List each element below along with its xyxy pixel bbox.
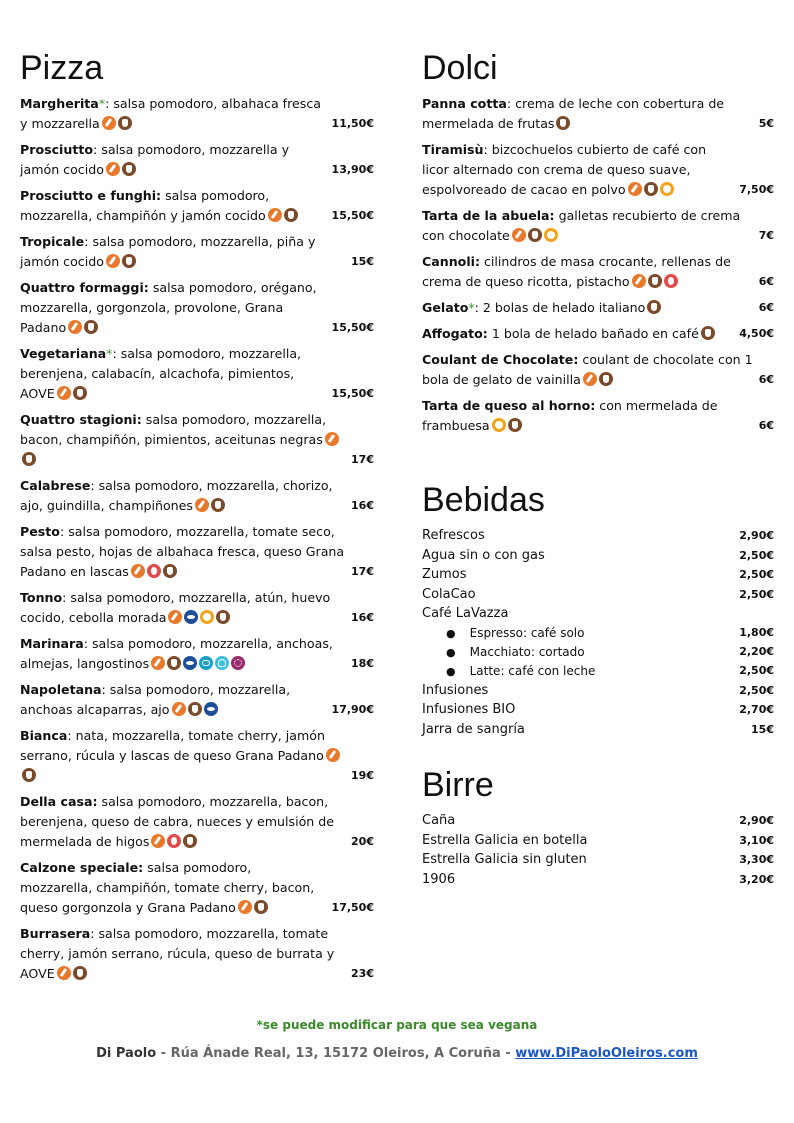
pizza-item [20, 186, 374, 226]
item-text [20, 410, 345, 470]
item-name: Gelato [422, 300, 469, 315]
dolci-item [422, 206, 774, 246]
item-price: 5€ [758, 117, 774, 130]
item-name: Napoletana [20, 682, 102, 697]
item-name: Coulant de Chocolate: [422, 352, 579, 367]
drink-label: ● Latte: café con leche [446, 662, 595, 681]
item-price: 17,90€ [331, 703, 374, 716]
pizza-item [20, 680, 374, 720]
item-text [20, 792, 345, 852]
item-description: salsa pomodoro, orégano, mozzarella, gorgonzola, provolone, Grana Padano [20, 280, 317, 335]
item-description: : nata, mozzarella, tomate cherry, jamón serrano, rúcula y lascas de queso Grana Padano [20, 728, 325, 763]
birre-row [422, 811, 774, 831]
vegan-asterisk: * [106, 346, 113, 361]
item-name: Tropicale [20, 234, 85, 249]
nuts-allergen-icon [147, 564, 161, 578]
gluten-allergen-icon [632, 274, 646, 288]
item-name: Panna cotta [422, 96, 507, 111]
egg-allergen-icon [660, 182, 674, 196]
item-description: : bizcochuelos cubierto de café con licor alternado con crema de queso suave, espolvoreado de cacao en polvo [422, 142, 707, 197]
bebidas-row [422, 643, 774, 662]
mollusc-allergen-icon [215, 656, 229, 670]
drink-label: ● Macchiato: cortado [446, 643, 585, 662]
pizza-item [20, 278, 374, 338]
item-text [422, 396, 753, 436]
gluten-allergen-icon [268, 208, 282, 222]
item-description: : salsa pomodoro, albahaca fresca y mozzarella [20, 96, 321, 131]
item-name: Vegetariana [20, 346, 107, 361]
bebidas-row [422, 720, 774, 740]
item-text [20, 94, 326, 134]
item-name: Burrasera [20, 926, 91, 941]
item-text [20, 726, 345, 786]
gluten-allergen-icon [168, 610, 182, 624]
item-text [20, 344, 326, 404]
dolci-list [422, 94, 774, 436]
gluten-allergen-icon [106, 162, 120, 176]
fish-allergen-icon [204, 702, 218, 716]
item-text [422, 140, 733, 200]
item-text [20, 522, 345, 582]
item-description: salsa pomodoro, mozzarella, champiñón y jamón cocido [20, 188, 270, 223]
lactose-allergen-icon [167, 656, 181, 670]
drink-price: 1,80€ [739, 625, 774, 639]
drink-price: 2,90€ [739, 529, 774, 542]
item-name: Margherita [20, 96, 99, 111]
item-name: Quattro formaggi: [20, 280, 149, 295]
item-description: : salsa pomodoro, mozzarella, anchoas, almejas, langostinos [20, 636, 333, 671]
pizza-item [20, 924, 374, 984]
pizza-heading: Pizza [20, 49, 104, 87]
item-price: 16€ [351, 499, 374, 512]
bebidas-list [422, 526, 774, 739]
item-price: 19€ [351, 769, 374, 782]
item-description: cilindros de masa crocante, rellenas de crema de queso ricotta, pistacho [422, 254, 731, 289]
item-text [20, 278, 326, 338]
bebidas-row [422, 662, 774, 681]
item-price: 7€ [758, 229, 774, 242]
item-description: salsa pomodoro, mozzarella, bacon, berenjena, queso de cabra, nueces y emulsión de mermelada de higos [20, 794, 334, 849]
gluten-allergen-icon [238, 900, 252, 914]
bebidas-row [422, 565, 774, 585]
gluten-allergen-icon [151, 656, 165, 670]
bebidas-row [422, 604, 774, 624]
gluten-allergen-icon [106, 254, 120, 268]
dolci-item [422, 324, 774, 344]
dolci-item [422, 396, 774, 436]
item-price: 6€ [758, 301, 774, 314]
gluten-allergen-icon [57, 966, 71, 980]
gluten-allergen-icon [131, 564, 145, 578]
item-text [422, 324, 715, 344]
birre-row [422, 850, 774, 870]
drink-label: Café LaVazza [422, 606, 509, 621]
item-description: : salsa pomodoro, mozzarella y jamón cocido [20, 142, 290, 177]
lactose-allergen-icon [73, 386, 87, 400]
pizza-item [20, 522, 374, 582]
drink-price: 2,20€ [739, 644, 774, 658]
pizza-item [20, 858, 374, 918]
item-name: Pesto [20, 524, 60, 539]
pizza-item [20, 232, 374, 272]
item-price: 17,50€ [331, 901, 374, 914]
pizza-item [20, 476, 374, 516]
drink-label: Jarra de sangría [422, 721, 525, 737]
item-price: 4,50€ [739, 327, 774, 340]
lactose-allergen-icon [556, 116, 570, 130]
item-price: 7,50€ [739, 183, 774, 196]
item-price: 6€ [758, 373, 774, 386]
item-price: 15,50€ [331, 209, 374, 222]
item-description: : salsa pomodoro, mozzarella, piña y jamón cocido [20, 234, 316, 269]
gluten-allergen-icon [102, 116, 116, 130]
drink-price: 2,50€ [739, 683, 774, 697]
lactose-allergen-icon [118, 116, 132, 130]
pizza-item [20, 588, 374, 628]
lactose-allergen-icon [528, 228, 542, 242]
lactose-allergen-icon [183, 834, 197, 848]
lactose-allergen-icon [122, 162, 136, 176]
item-text [422, 298, 661, 318]
drink-label: Infusiones [422, 682, 489, 698]
item-text [20, 858, 326, 918]
item-description: : salsa pomodoro, mozzarella, atún, huevo cocido, cebolla morada [20, 590, 331, 625]
item-name: Tarta de la abuela: [422, 208, 555, 223]
drink-label: Caña [422, 813, 456, 828]
item-text [20, 140, 326, 180]
vegan-asterisk: * [98, 96, 106, 111]
item-price: 13,90€ [331, 163, 374, 176]
item-name: Marinara [20, 636, 84, 651]
dolci-item [422, 350, 774, 390]
vegan-asterisk: * [468, 300, 475, 315]
egg-allergen-icon [200, 610, 214, 624]
drink-label: ● Espresso: café solo [446, 624, 584, 643]
item-description: : salsa pomodoro, mozzarella, berenjena, calabacín, alcachofa, pimientos, AOVE [20, 346, 302, 401]
birre-row [422, 831, 774, 851]
dolci-item [422, 140, 774, 200]
lactose-allergen-icon [648, 274, 662, 288]
website-link[interactable]: www.DiPaoloOleiros.com [515, 1046, 698, 1061]
drink-price: 2,50€ [739, 568, 774, 581]
item-description: : crema de leche con cobertura de mermelada de frutas [422, 96, 725, 131]
crust-allergen-icon [199, 656, 213, 670]
item-text [422, 252, 753, 292]
drink-price: 3,30€ [739, 853, 774, 866]
lactose-allergen-icon [644, 182, 658, 196]
drink-price: 15€ [751, 722, 774, 736]
item-description: : salsa pomodoro, mozzarella, anchoas alcaparras, ajo [20, 682, 291, 717]
right-column [422, 48, 774, 889]
lactose-allergen-icon [701, 326, 715, 340]
brand-name: Di Paolo [96, 1046, 157, 1061]
item-name: Quattro stagioni: [20, 412, 142, 427]
gluten-allergen-icon [628, 182, 642, 196]
item-description: : salsa pomodoro, mozzarella, tomate seco, salsa pesto, hojas de albahaca fresca, queso Grana Padano en lascas [20, 524, 345, 579]
item-text [422, 350, 753, 390]
item-text [20, 680, 326, 720]
drink-label: 1906 [422, 871, 456, 887]
drink-label: Agua sin o con gas [422, 547, 545, 563]
pizza-item [20, 792, 374, 852]
pizza-item [20, 94, 374, 134]
birre-row [422, 870, 774, 890]
gluten-allergen-icon [57, 386, 71, 400]
lactose-allergen-icon [508, 418, 522, 432]
drink-label: Refrescos [422, 528, 485, 543]
bebidas-row [422, 526, 774, 546]
item-description: salsa pomodoro, mozzarella, champiñón, tomate cherry, bacon, queso gorgonzola y Grana Padano [20, 860, 315, 915]
lactose-allergen-icon [22, 768, 36, 782]
item-price: 11,50€ [331, 117, 374, 130]
lactose-allergen-icon [188, 702, 202, 716]
lactose-allergen-icon [163, 564, 177, 578]
item-price: 17€ [351, 565, 374, 578]
fish-allergen-icon [183, 656, 197, 670]
item-text [20, 186, 326, 226]
lactose-allergen-icon [73, 966, 87, 980]
pizza-item [20, 140, 374, 180]
drink-label: Estrella Galicia sin gluten [422, 852, 587, 867]
drink-price: 2,50€ [739, 663, 774, 677]
drink-price: 2,70€ [739, 703, 774, 716]
item-price: 15,50€ [331, 387, 374, 400]
pizza-list [20, 94, 374, 984]
birre-list [422, 811, 774, 889]
item-text [20, 232, 345, 272]
lactose-allergen-icon [216, 610, 230, 624]
drink-price: 2,50€ [739, 587, 774, 601]
item-text [422, 206, 753, 246]
gluten-allergen-icon [195, 498, 209, 512]
item-price: 15,50€ [331, 321, 374, 334]
item-description: : salsa pomodoro, mozzarella, chorizo, ajo, guindilla, champiñones [20, 478, 333, 513]
lactose-allergen-icon [599, 372, 613, 386]
address-text: - Rúa Ánade Real, 13, 15172 Oleiros, A Coruña - [156, 1046, 516, 1061]
gluten-allergen-icon [68, 320, 82, 334]
lactose-allergen-icon [84, 320, 98, 334]
item-price: 15€ [351, 255, 374, 268]
item-name: Calabrese [20, 478, 91, 493]
item-description: salsa pomodoro, mozzarella, bacon, champiñón, pimientos, aceitunas negras [20, 412, 327, 447]
item-name: Tonno [20, 590, 63, 605]
drink-label: ColaCao [422, 586, 476, 602]
nuts-allergen-icon [664, 274, 678, 288]
pizza-item [20, 410, 374, 470]
drink-price: 3,20€ [739, 872, 774, 886]
bebidas-row [422, 546, 774, 566]
lactose-allergen-icon [647, 300, 661, 314]
item-price: 6€ [758, 419, 774, 432]
drink-label: Zumos [422, 567, 467, 582]
item-name: Bianca [20, 728, 68, 743]
item-text [20, 924, 345, 984]
item-description: coulant de chocolate con 1 bola de gelato de vainilla [422, 352, 753, 387]
pizza-item [20, 344, 374, 404]
item-text [20, 476, 345, 516]
nuts-allergen-icon [167, 834, 181, 848]
drink-price: 2,90€ [739, 814, 774, 827]
lactose-allergen-icon [254, 900, 268, 914]
item-text [422, 94, 753, 134]
gluten-allergen-icon [151, 834, 165, 848]
pizza-item [20, 634, 374, 674]
drink-price: 2,50€ [739, 548, 774, 562]
item-price: 17€ [351, 453, 374, 466]
sulph-allergen-icon [231, 656, 245, 670]
item-name: Tiramisù [422, 142, 484, 157]
drink-price: 3,10€ [739, 833, 774, 847]
item-description: : salsa pomodoro, mozzarella, tomate cherry, jamón serrano, rúcula, queso de burrata y AOVE [20, 926, 335, 981]
fish-allergen-icon [184, 610, 198, 624]
lactose-allergen-icon [22, 452, 36, 466]
egg-allergen-icon [544, 228, 558, 242]
item-price: 23€ [351, 967, 374, 980]
item-name: Cannoli: [422, 254, 480, 269]
dolci-item [422, 298, 774, 318]
bebidas-row [422, 624, 774, 643]
item-description: : 2 bolas de helado italiano [474, 300, 646, 315]
pizza-item [20, 726, 374, 786]
item-price: 18€ [351, 657, 374, 670]
bebidas-heading: Bebidas [422, 481, 545, 519]
drink-label: Estrella Galicia en botella [422, 832, 588, 848]
item-price: 6€ [758, 275, 774, 288]
item-name: Prosciutto [20, 142, 94, 157]
item-description: galletas recubierto de crema con chocolate [422, 208, 741, 243]
item-name: Affogato: [422, 326, 488, 341]
drink-label: Infusiones BIO [422, 702, 516, 717]
pizza-section [20, 48, 374, 990]
item-text [20, 588, 345, 628]
birre-heading: Birre [422, 766, 494, 804]
item-price: 20€ [351, 835, 374, 848]
item-price: 16€ [351, 611, 374, 624]
item-name: Prosciutto e funghi: [20, 188, 162, 203]
gluten-allergen-icon [172, 702, 186, 716]
dolci-item [422, 94, 774, 134]
bebidas-row [422, 681, 774, 701]
bebidas-row [422, 585, 774, 605]
item-text [20, 634, 345, 674]
item-description: 1 bola de helado bañado en café [487, 326, 699, 341]
item-name: Tarta de queso al horno: [422, 398, 596, 413]
dolci-item [422, 252, 774, 292]
lactose-allergen-icon [211, 498, 225, 512]
item-name: Della casa: [20, 794, 98, 809]
lactose-allergen-icon [122, 254, 136, 268]
gluten-allergen-icon [326, 748, 340, 762]
footer-address [0, 1046, 794, 1061]
item-name: Calzone speciale: [20, 860, 144, 875]
gluten-allergen-icon [512, 228, 526, 242]
item-description: con mermelada de frambuesa [422, 398, 718, 433]
egg-allergen-icon [492, 418, 506, 432]
dolci-heading: Dolci [422, 49, 498, 87]
lactose-allergen-icon [284, 208, 298, 222]
gluten-allergen-icon [325, 432, 339, 446]
vegan-note: *se puede modificar para que sea vegana [256, 1018, 538, 1032]
bebidas-row [422, 700, 774, 720]
gluten-allergen-icon [583, 372, 597, 386]
